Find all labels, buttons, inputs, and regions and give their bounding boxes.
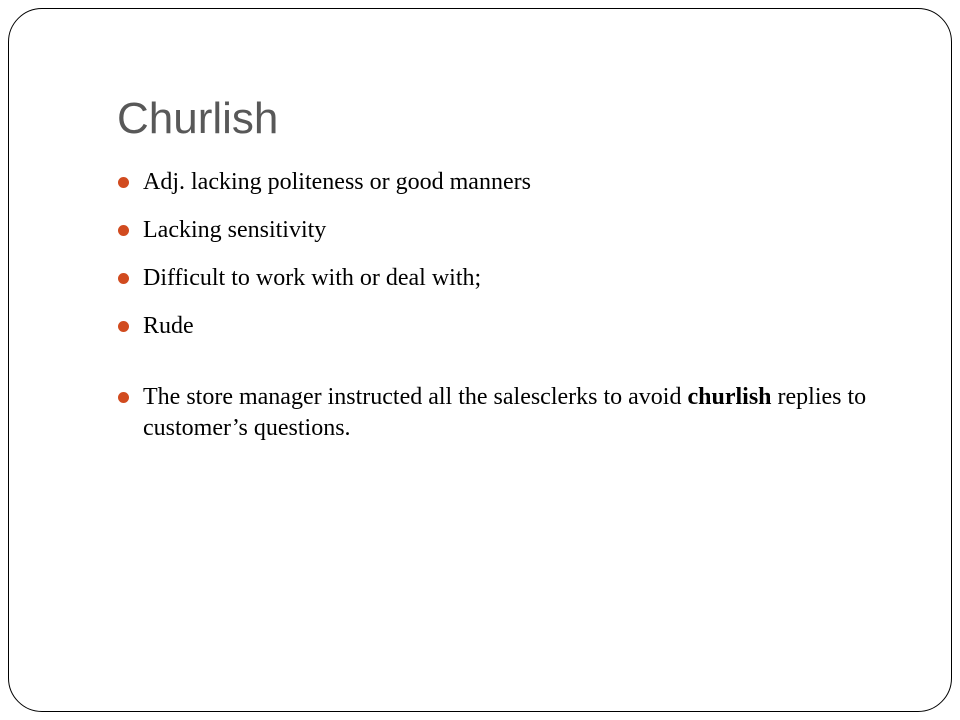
slide-frame (8, 8, 952, 712)
bullet-text: Lacking sensitivity (143, 217, 327, 243)
bullet-dot-icon (118, 273, 129, 284)
example-highlight-word: churlish (687, 384, 772, 410)
bullet-item-difficult (115, 263, 875, 294)
bullet-text: Adj. lacking politeness or good manners (143, 169, 531, 195)
bullet-item-sensitivity (115, 215, 875, 246)
bullet-item-definition (115, 167, 875, 198)
bullet-dot-icon (118, 177, 129, 188)
example-text-before: The store manager instructed all the salesclerks to avoid (143, 384, 688, 410)
bullet-list (115, 167, 875, 461)
bullet-text: Difficult to work with or deal with; (143, 265, 482, 291)
bullet-dot-icon (118, 225, 129, 236)
bullet-text: Rude (143, 313, 194, 339)
example-text-after: replies to customer’s questions. (143, 384, 867, 441)
bullet-item-example (115, 382, 875, 444)
bullet-dot-icon (118, 321, 129, 332)
bullet-dot-icon (118, 392, 129, 403)
slide-title: Churlish (117, 94, 279, 143)
bullet-item-rude (115, 311, 875, 342)
